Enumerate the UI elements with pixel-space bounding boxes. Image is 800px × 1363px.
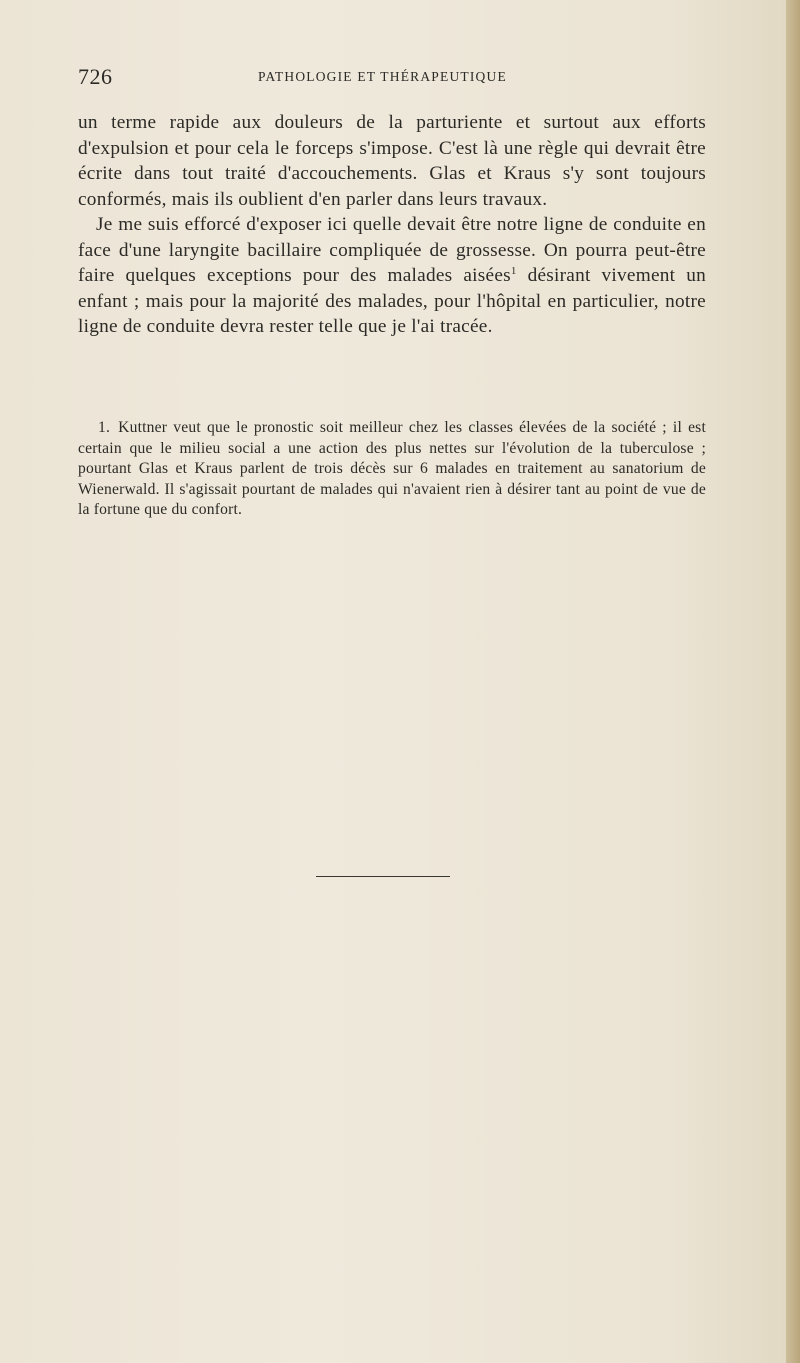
- end-rule: [316, 876, 450, 877]
- page-edge: [786, 0, 800, 1363]
- paragraph-2-end: désirant vivement un enfant ; mais pour la majorité des malades, pour l'hôpital en particulier, notre ligne de conduite devra rester telle que je l'ai tracée.: [78, 265, 706, 337]
- running-head: PATHOLOGIE ET THÉRAPEUTIQUE: [258, 69, 507, 84]
- footnote: [78, 418, 706, 521]
- footnote-marker: 1.: [98, 419, 111, 436]
- main-text: [78, 110, 706, 340]
- footnote-reference[interactable]: 1: [510, 265, 517, 277]
- page-header: [78, 64, 708, 94]
- footnote-text: Kuttner veut que le pronostic soit meilleur chez les classes élevées de la société ; il est certain que le milieu social a une action des plus nettes sur l'évolution de la tuberculose ; pourtant Glas et Kraus parlent de trois décès sur 6 malades en traitement au sanatorium de Wienerwald. Il s'agissait pourtant de malades qui n'avaient rien à désirer tant au point de vue de la fortune que du confort.: [78, 419, 706, 518]
- paragraph-1: un terme rapide aux douleurs de la parturiente et surtout aux efforts d'expulsion et pour cela le forceps s'impose. C'est là une règle qui devrait être écrite dans tout traité d'accouchements. Glas et Kraus s'y sont toujours conformés, mais ils oublient d'en parler dans leurs travaux.: [78, 112, 706, 210]
- page-number: 726: [78, 64, 113, 89]
- paragraph-2: [78, 212, 706, 340]
- paragraph-2-start: Je me suis efforcé d'exposer ici quelle devait être notre ligne de conduite en face d'une laryngite bacillaire compliquée de grossesse. On pourra peut-être faire quelques exceptions pour des malades aisées: [78, 214, 706, 286]
